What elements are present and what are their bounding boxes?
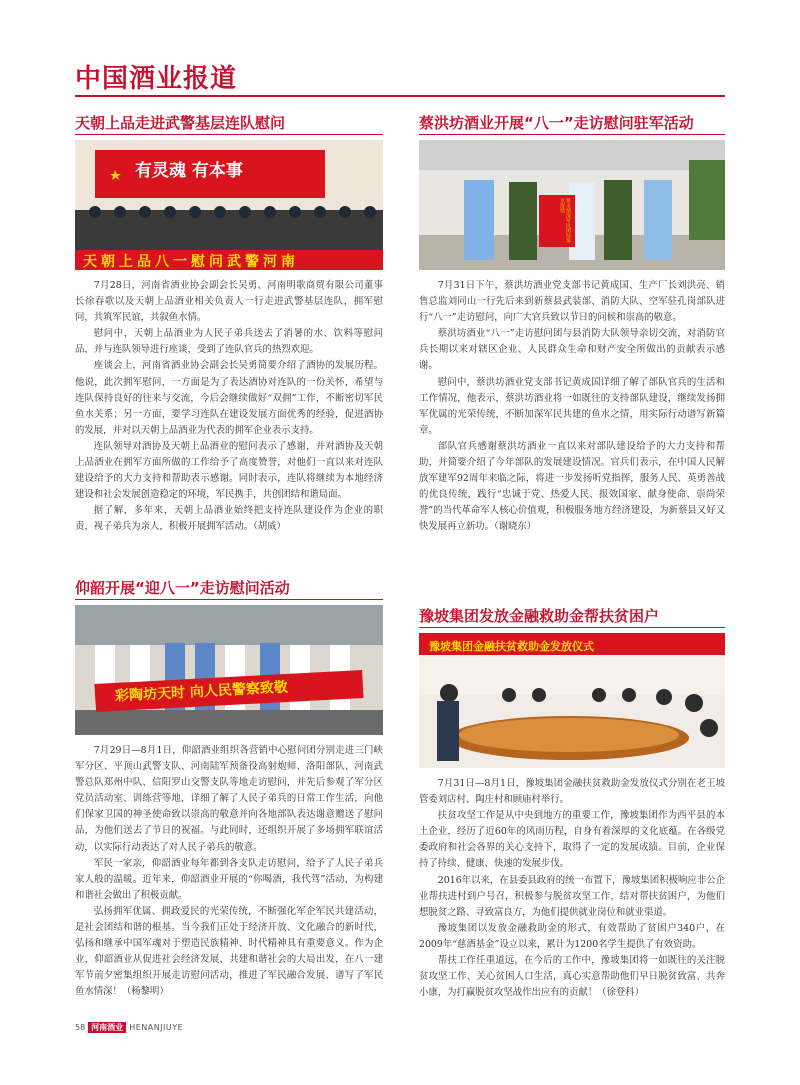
article-4-banner: 豫坡集团金融扶贫救助金发放仪式 [429, 640, 594, 653]
article-2-paragraph: 部队官兵感谢蔡洪坊酒业一直以来对部队建设给予的大力支持和帮助，并简要介绍了今年部队的发展建设情况。官兵们表示，在中国人民解放军建军92周年来临之际，将进一步发扬听党指挥，服务人民、英勇善战的优良传统，践行“忠诚于党、热爱人民、报效国家、献身使命、崇尚荣誉”的当代革命军人核心价值观，积极服务地方经济建设，为新蔡县又好又快发展再立新功。（谢晓东） [419, 440, 725, 533]
article-3-photo [75, 605, 383, 735]
article-4-paragraph: 豫坡集团以发放金融救助金的形式，有效帮助了贫困户340户，在2009年“慈酒基金”设立以来，累计为1200名学生提供了有效资助。 [419, 922, 725, 950]
article-1-paragraph: 慰问中，天朝上品酒业为人民子弟兵送去了消暑的水、饮料等慰问品，并与连队领导进行座谈，受到了连队官兵的热烈欢迎。 [75, 328, 383, 356]
article-2-paragraph: 慰问中，蔡洪坊酒业党支部书记黄成国详细了解了部队官兵的生活和工作情况，他表示，蔡洪坊酒业将一如既往的支持部队建设，继续发扬拥军优属的光荣传统，不断加深军民共建的鱼水之情，用实际行动谱写新篇章。 [419, 376, 725, 436]
article-1-body [75, 278, 383, 536]
article-1-banner-bottom: 天朝上品八一慰问武警河南 [83, 254, 299, 270]
article-2-paragraph: 7月31日下午，蔡洪坊酒业党支部书记黄成国、生产厂长刘洪亮、销售总监刘同山一行先后来到新蔡县武装部、消防大队、空军驻孔岗部队进行“八一”走访慰问，向广大官兵致以节日的问候和崇高的敬意。 [419, 280, 725, 324]
article-4-paragraph: 扶贫攻坚工作是从中央到地方的重要工作，豫坡集团作为西平县的本土企业，经历了近60年的风雨历程，自身有着深厚的文化底蕴。在各级党委政府和社会各界的关心支持下，取得了一定的发展成绩。目前，企业保持了持续、健康、快速的发展步伐。 [419, 810, 725, 870]
article-4-body [419, 776, 725, 1001]
article-3-paragraph: 7月29日—8月1日，仰韶酒业组织各营销中心慰问团分别走进三门峡军分区、平顶山武警支队、河南陆军预备役高射炮师、洛阳部队、河南武警总队郑州中队、信阳罗山交警支队等地走访慰问，并先后参观了军分区党员活动室、训练营等地，详细了解了人民子弟兵的日常工作生活，向他们保家卫国的神圣使命致以崇高的敬意并向各地部队表达谢意赠送了慰问品，为他们送去了节日的祝福。与此同时，还组织开展了多场拥军联谊活动，以实际行动表达了对人民子弟兵的敬意。 [75, 745, 383, 853]
article-1-title: 天朝上品走进武警基层连队慰问 [75, 114, 286, 132]
article-3-title: 仰韶开展“迎八一”走访慰问活动 [75, 579, 290, 597]
article-2-paragraph: 蔡洪坊酒业“八一”走访慰问团与县消防大队领导亲切交流，对消防官兵长期以来对辖区企业、人民群众生命和财产安全所做出的贡献表示感谢。 [419, 328, 725, 372]
article-1-paragraph: 连队领导对酒协及天朝上品酒业的慰问表示了感谢，并对酒协及天朝上品酒业在拥军方面所做的工作给予了高度赞誉，对他们一直以来对连队建设给予的大力支持和帮助表示感谢。同时表示，连队将继续为本地经济建设和社会发展创造稳定的环境，军民携手，共创团结和谐局面。 [75, 440, 383, 501]
article-1-banner-top: 有灵魂 有本事 [135, 161, 243, 181]
article-2-photo [419, 140, 725, 270]
section-title: 中国酒业报道 [75, 64, 238, 94]
magazine-pinyin: HENANJIUYE [129, 1023, 184, 1032]
article-3-paragraph: 弘扬拥军优属、拥政爱民的光荣传统，不断强化军企军民共建活动，是社会团结和谐的根基。当今我们正处于经济开放、文化融合的新时代，弘扬和继承中国军魂对于塑造民族精神、时代精神具有重要意义。作为企业，仰韶酒业从促进社会经济发展、共建和谐社会的大局出发，在八一建军节前夕密集组织开展走访慰问活动，推进了军民融合发展、谱写了军民鱼水情深！（杨黎明） [75, 905, 383, 998]
article-4-paragraph: 7月31日—8月1日，豫坡集团金融扶贫救助金发放仪式分别在老王坡管委刘店村、陶庄村和顾庙村举行。 [419, 778, 725, 806]
article-1-paragraph: 据了解，多年来，天朝上品酒业始终把支持连队建设作为企业的职责，视子弟兵为亲人，积极开展拥军活动。（胡威） [75, 505, 383, 533]
article-2-body [419, 278, 725, 536]
page-footer [75, 1022, 183, 1033]
article-3-body [75, 743, 383, 1001]
article-3-banner: 彩陶坊天时 向人民警察致敬 [114, 679, 289, 705]
article-2-rule [419, 134, 725, 135]
article-4-rule [419, 627, 725, 628]
article-3-paragraph: 军民一家亲，仰韶酒业每年都到各支队走访慰问，给予了人民子弟兵家人般的温暖。近年来，仰韶酒业开展的“你喝酒，我代驾”活动，为构建和谐社会做出了积极贡献。 [75, 857, 383, 901]
article-2-pennant: 鱼水情深军民团结鱼水深情 [559, 198, 571, 243]
article-4-title: 豫坡集团发放金融救助金帮扶贫困户 [419, 607, 660, 625]
article-4-photo [419, 633, 725, 768]
article-1-photo [75, 140, 383, 270]
article-3-rule [75, 599, 383, 600]
article-1-rule [75, 134, 383, 135]
article-4-paragraph: 帮扶工作任重道远，在今后的工作中，豫坡集团将一如既往的关注脱贫攻坚工作、关心贫困人口生活，真心实意帮助他们早日脱贫致富、共奔小康，为打赢脱贫攻坚战作出应有的贡献！（徐登科） [419, 955, 725, 999]
section-title-rule [75, 95, 725, 97]
article-1-paragraph: 7月28日，河南省酒业协会副会长吴勇、河南明歌商贸有限公司董事长徐春歌以及天朝上品酒业相关负责人一行走进武警基层连队，拥军慰问，共筑军民谊，共叙鱼水情。 [75, 280, 383, 324]
magazine-name: 河南酒业 [88, 1022, 126, 1033]
page-number: 58 [75, 1023, 86, 1032]
article-1-paragraph: 座谈会上，河南省酒业协会副会长吴勇简要介绍了酒协的发展历程。他说，此次拥军慰问，一方面是为了表达酒协对连队的一份关怀，希望与连队保持良好的往来与交流，今后会继续做好“双拥”工作，不断密切军民鱼水关系；另一方面，要学习连队在建设发展方面优秀的经验，促进酒协的发展，并对以天朝上品酒业为代表的拥军企业表示支持。 [75, 360, 383, 436]
article-4-paragraph: 2016年以来，在县委县政府的统一布置下，豫坡集团积极响应非公企业帮扶进村到户号召，积极参与脱贫攻坚工作，结对帮扶贫困户，为他们想脱贫之路、寻致富良方，为他们提供就业岗位和就业渠道。 [419, 874, 725, 918]
article-2-title: 蔡洪坊酒业开展“八一”走访慰问驻军活动 [419, 114, 694, 132]
